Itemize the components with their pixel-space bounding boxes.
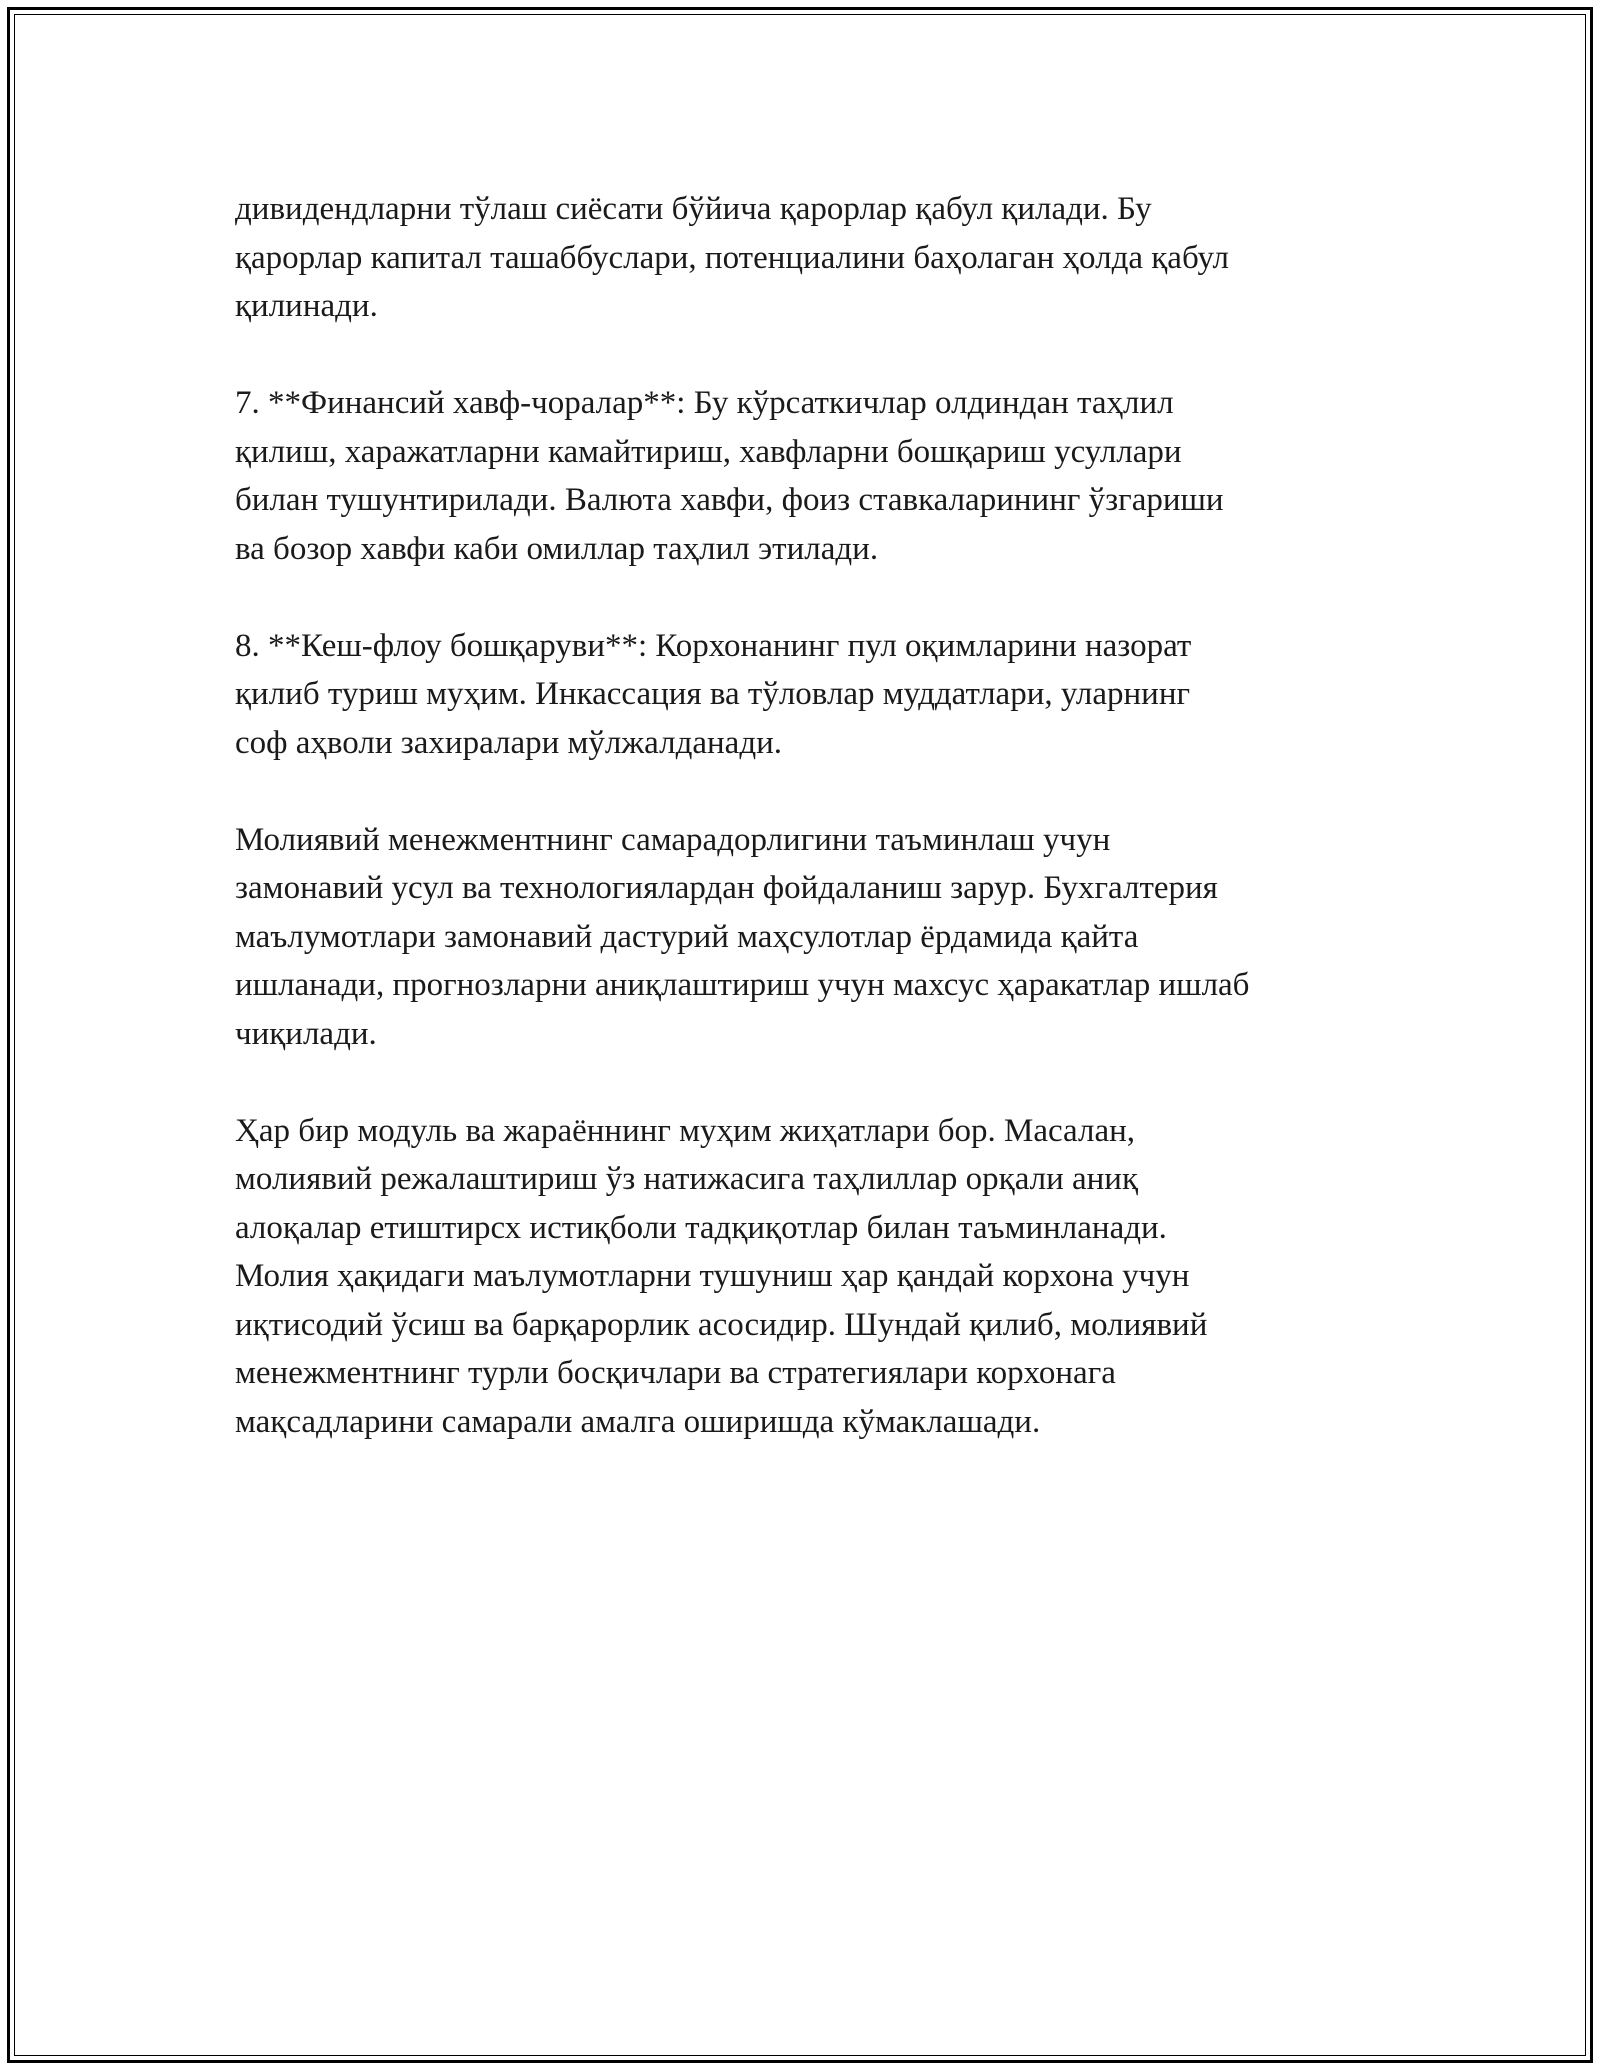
text-line: чиқилади.: [235, 1015, 377, 1052]
text-line: Молиявий менежментнинг самарадорлигини таъминлаш учун: [235, 821, 1111, 858]
paragraph-modern-methods: [235, 816, 1375, 1059]
paragraph-conclusion: [235, 1107, 1375, 1447]
text-line: соф аҳволи захиралари мўлжалданади.: [235, 724, 783, 761]
text-line: қилинади.: [235, 288, 378, 324]
text-line: менежментнинг турли босқичлари ва стратегиялари корхонага: [235, 1355, 1116, 1391]
document-body: [235, 185, 1375, 1446]
text-line: билан тушунтирилади. Валюта хавфи, фоиз ставкаларининг ўзгариши: [235, 482, 1224, 518]
text-line: иқтисодий ўсиш ва барқарорлик асосидир. Шундай қилиб, молиявий: [235, 1306, 1208, 1343]
text-line: 8. **Кеш-флоу бошқаруви**: Корхонанинг пул оқимларини назорат: [235, 627, 1192, 664]
text-line: алоқалар етиштирсх истиқболи тадқиқотлар билан таъминланади.: [235, 1209, 1167, 1246]
text-line: қилиб туриш муҳим. Инкассация ва тўловлар муддатлари, уларнинг: [235, 676, 1191, 712]
paragraph-cash-flow: [235, 622, 1375, 768]
text-line: молиявий режалаштириш ўз натижасига таҳлиллар орқали аниқ: [235, 1161, 1139, 1197]
text-line: қарорлар капитал ташаббуслари, потенциалини баҳолаган ҳолда қабул: [235, 239, 1229, 276]
text-line: дивидендларни тўлаш сиёсати бўйича қарорлар қабул қилади. Бу: [235, 191, 1152, 227]
text-line: замонавий усул ва технологиялардан фойдаланиш зарур. Бухгалтерия: [235, 870, 1218, 906]
text-line: мақсадларини самарали амалга оширишда кўмаклашади.: [235, 1403, 1041, 1440]
text-line: маълумотлари замонавий дастурий маҳсулотлар ёрдамида қайта: [235, 918, 1139, 955]
text-line: 7. **Финансий хавф-чоралар**: Бу кўрсаткичлар олдиндан таҳлил: [235, 385, 1174, 421]
paragraph-financial-risk: [235, 379, 1375, 573]
text-line: Молия ҳақидаги маълумотларни тушуниш ҳар қандай корхона учун: [235, 1258, 1190, 1294]
text-line: қилиш, харажатларни камайтириш, хавфларни бошқариш усуллари: [235, 433, 1182, 470]
text-line: Ҳар бир модуль ва жараённинг муҳим жиҳатлари бор. Масалан,: [235, 1112, 1136, 1149]
paragraph-dividend-policy: [235, 185, 1375, 331]
text-line: ва бозор хавфи каби омиллар таҳлил этилади.: [235, 530, 879, 567]
text-line: ишланади, прогнозларни аниқлаштириш учун махсус ҳаракатлар ишлаб: [235, 967, 1250, 1003]
